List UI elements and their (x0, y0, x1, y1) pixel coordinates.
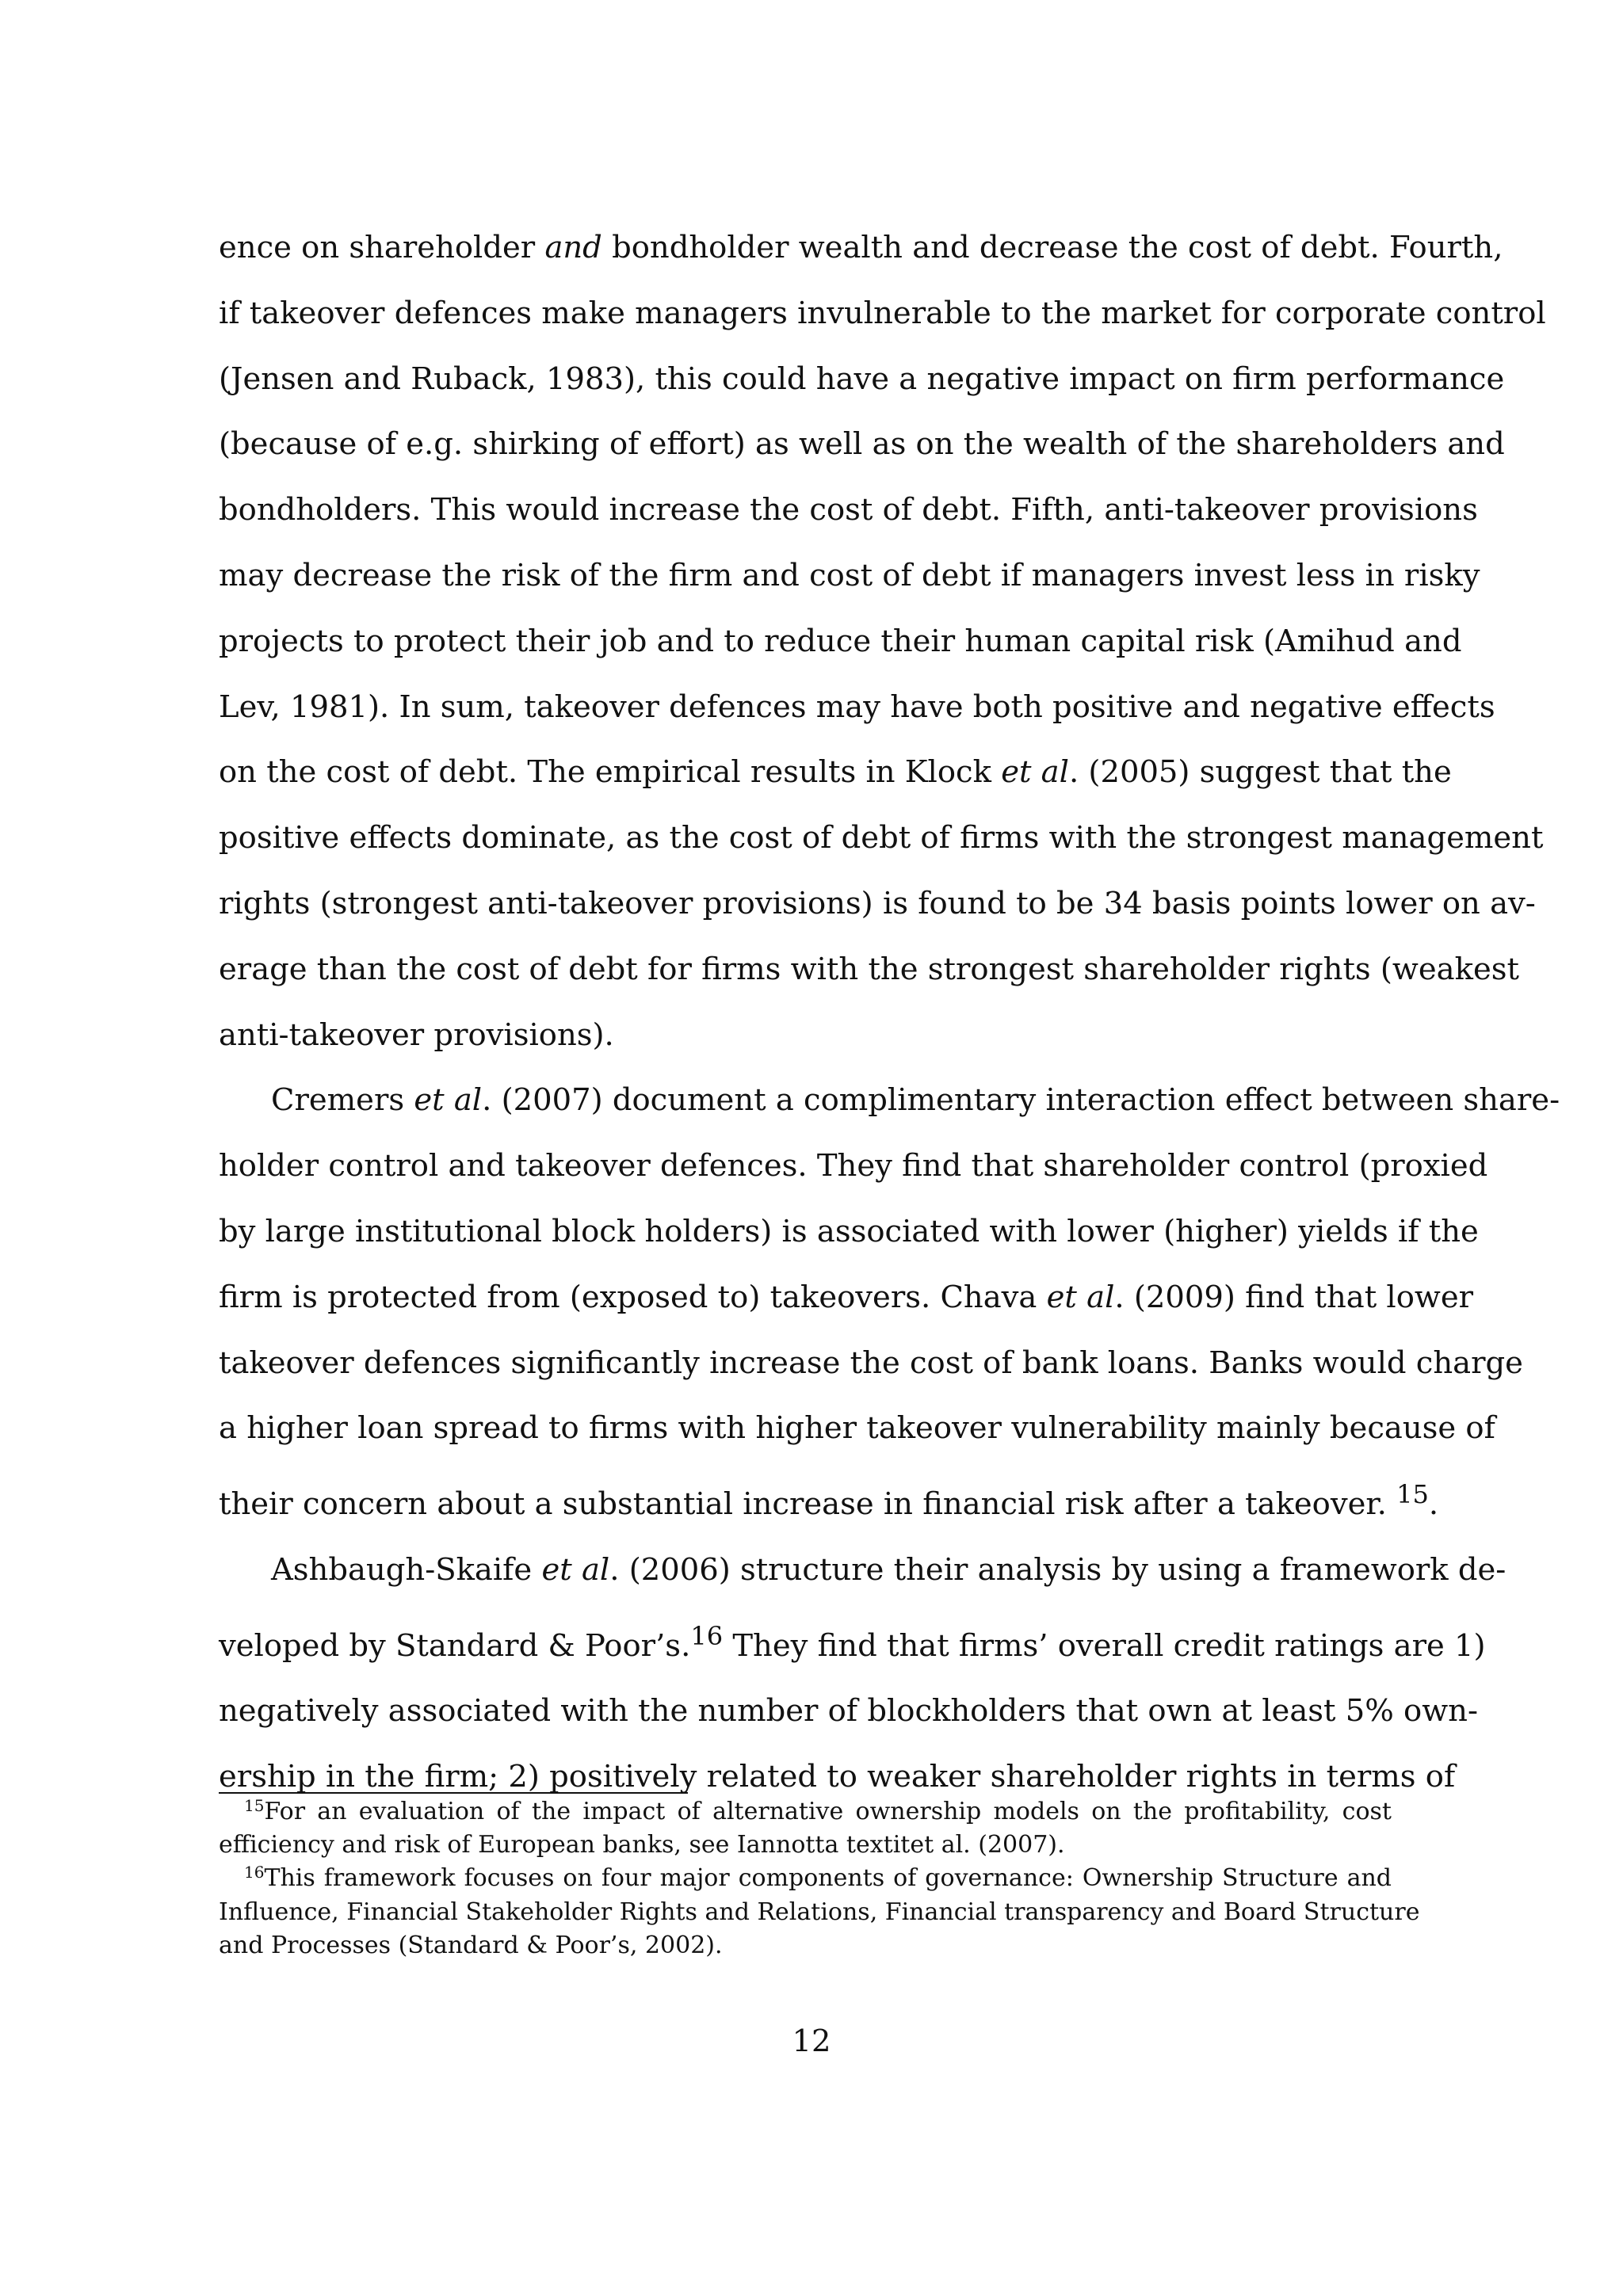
emphasis: et al (1046, 1279, 1115, 1315)
footnote-text: This framework focuses on four major components of governance: Ownership Structure and (264, 1864, 1392, 1893)
text-line: erage than the cost of debt for firms with the strongest shareholder rights (weakest (219, 951, 1519, 987)
text-line (219, 215, 1503, 281)
footnote-line (219, 1795, 1392, 1829)
text-segment: firm is protected from (exposed to) takeovers. Chava (219, 1279, 1047, 1315)
text-segment: bondholder wealth and decrease the cost of debt. Fourth, (601, 230, 1503, 265)
text-segment: They find that firms’ overall credit ratings are 1) (723, 1627, 1486, 1664)
text-line: Lev, 1981). In sum, takeover defences may have both positive and negative effects (219, 688, 1495, 725)
text-line: a higher loan spread to firms with higher takeover vulnerability mainly because of (219, 1410, 1495, 1447)
footnotes (219, 1795, 1420, 1962)
text-line: negatively associated with the number of blockholders that own at least 5% own- (219, 1693, 1478, 1730)
footnote-line: efficiency and risk of European banks, see Iannotta textitet al. (2007). (219, 1831, 1065, 1859)
emphasis: et al (414, 1082, 483, 1119)
text-segment: ence on shareholder (219, 230, 545, 265)
footnote-marker[interactable]: 16 (690, 1620, 724, 1651)
text-line: ership in the firm; 2) positively related to weaker shareholder rights in terms of (219, 1758, 1456, 1794)
text-segment: . (2009) find that lower (1114, 1279, 1474, 1315)
text-segment: . (2005) suggest that the (1068, 754, 1452, 791)
footnote-line: and Processes (Standard & Poor’s, 2002). (219, 1931, 723, 1959)
text-line (219, 1604, 1486, 1680)
footnote-number: 16 (244, 1863, 265, 1882)
text-segment: their concern about a substantial increase in financial risk after a takeover. (219, 1486, 1397, 1522)
footnote-text: For an evaluation of the impact of alternative ownership models on the profitability, cost (264, 1798, 1392, 1825)
text-line (219, 1462, 1439, 1538)
footnote-divider (219, 1792, 688, 1794)
text-segment: Cremers (271, 1082, 414, 1119)
emphasis: and (544, 230, 602, 265)
text-line: by large institutional block holders) is associated with lower (higher) yields if the (219, 1213, 1479, 1249)
text-line (219, 1068, 1560, 1134)
emphasis: et al (541, 1551, 610, 1588)
footnote-marker[interactable]: 15 (1396, 1479, 1429, 1510)
text-line: takeover defences significantly increase the cost of bank loans. Banks would charge (219, 1344, 1523, 1381)
text-line: if takeover defences make managers invulnerable to the market for corporate control (219, 295, 1546, 331)
text-segment: on the cost of debt. The empirical results in Klock (219, 754, 1002, 791)
text-line (219, 740, 1452, 806)
text-line: bondholders. This would increase the cost of debt. Fifth, anti-takeover provisions (219, 492, 1478, 528)
footnote-line (219, 1862, 1392, 1895)
text-line: (Jensen and Ruback, 1983), this could have a negative impact on firm performance (219, 360, 1505, 397)
text-line: (because of e.g. shirking of effort) as well as on the wealth of the shareholders and (219, 426, 1505, 463)
text-line: projects to protect their job and to reduce their human capital risk (Amihud and (219, 623, 1462, 659)
text-line: anti-takeover provisions). (219, 1016, 614, 1053)
text-segment: . (2007) document a complimentary interaction effect between share- (482, 1082, 1560, 1119)
text-segment: . (2006) structure their analysis by using a framework de- (609, 1551, 1507, 1588)
text-line: may decrease the risk of the firm and cost of debt if managers invest less in risky (219, 557, 1480, 593)
text-segment: . (1428, 1486, 1439, 1522)
page-number: 12 (792, 2023, 831, 2059)
text-segment: veloped by Standard & Poor’s. (219, 1627, 691, 1664)
text-line: rights (strongest anti-takeover provisions) is found to be 34 basis points lower on av- (219, 885, 1536, 921)
text-segment: Ashbaugh-Skaife (271, 1551, 542, 1588)
footnote-number: 15 (244, 1796, 265, 1815)
body-text (219, 215, 1560, 1810)
emphasis: et al (1001, 754, 1069, 791)
text-line: positive effects dominate, as the cost of debt of firms with the strongest management (219, 820, 1544, 856)
text-line (219, 1265, 1474, 1331)
text-line (219, 1538, 1507, 1604)
footnote-line: Influence, Financial Stakeholder Rights and Relations, Financial transparency and Board Structure (219, 1897, 1420, 1926)
text-line: holder control and takeover defences. They find that shareholder control (proxied (219, 1148, 1488, 1184)
